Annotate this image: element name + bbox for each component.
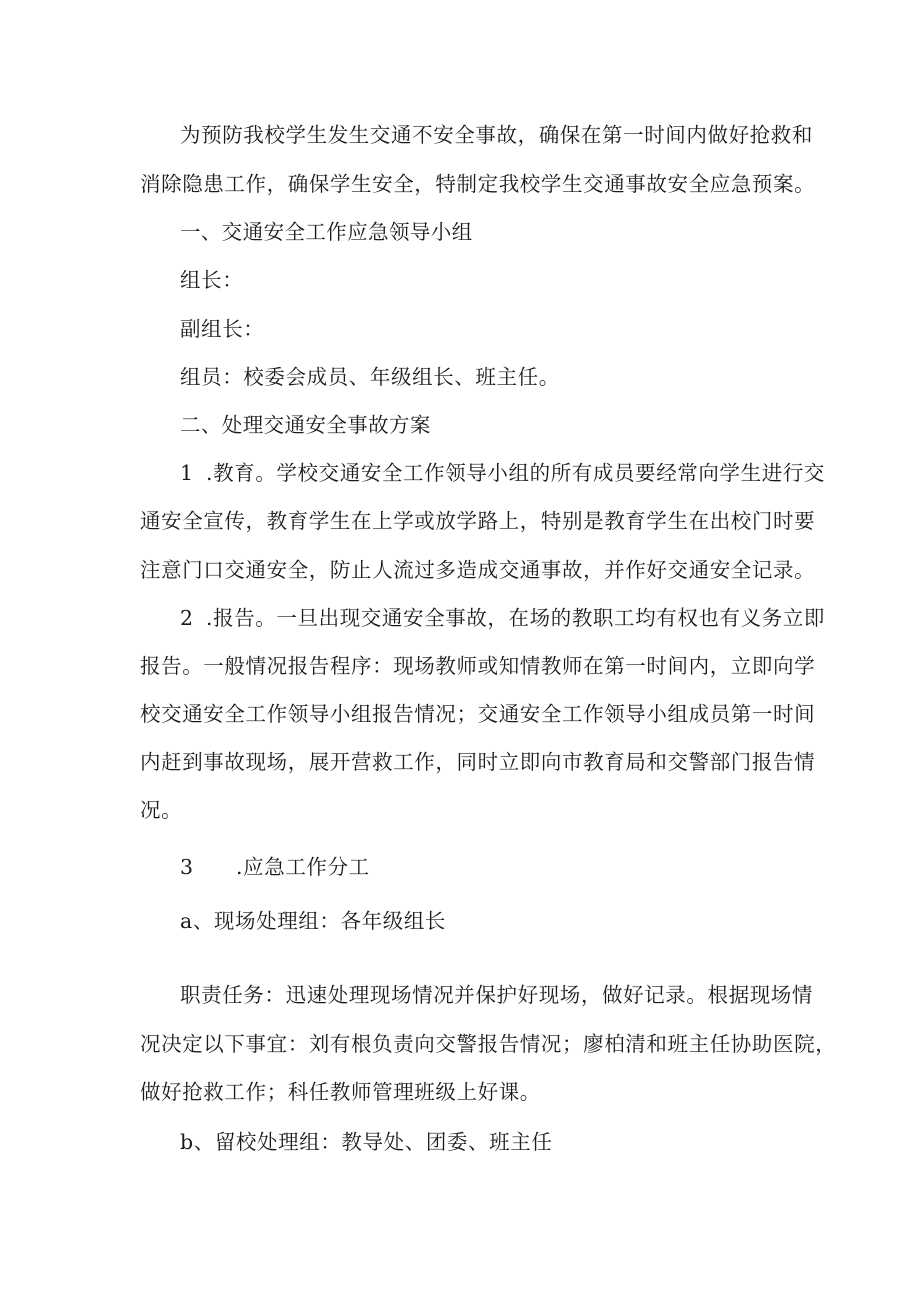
group-a-line: a、现场处理组：各年级组长 [180,909,447,933]
item-1-line-2: 通安全宣传，教育学生在上学或放学路上，特别是教育学生在出校门时要 [140,509,816,533]
item-1-text: .教育。学校交通安全工作领导小组的所有成员要经常向学生进行交 [206,461,826,485]
item-2-line-2: 报告。一般情况报告程序：现场教师或知情教师在第一时间内，立即向学 [140,654,816,678]
item-2-text: .报告。一旦出现交通安全事故，在场的教职工均有权也有义务立即 [206,606,826,630]
item-2-number: 2 [180,606,194,630]
members-line: 组员：校委会成员、年级组长、班主任。 [180,365,560,389]
intro-line-2: 消除隐患工作，确保学生安全，特制定我校学生交通事故安全应急预案。 [140,172,816,196]
item-3-line [180,853,370,881]
group-b-line: b、留校处理组：教导处、团委、班主任 [180,1130,553,1154]
section-1-heading: 一、交通安全工作应急领导小组 [180,220,473,244]
item-1-number: 1 [180,461,194,485]
intro-line-1: 为预防我校学生发生交通不安全事故，确保在第一时间内做好抢救和 [180,123,813,147]
duty-line-2: 况决定以下事宜：刘有根负责向交警报告情况；廖柏清和班主任协助医院， [140,1032,837,1056]
item-2-line-1 [180,604,825,632]
item-1-line-3: 注意门口交通安全，防止人流过多造成交通事故，并作好交通安全记录。 [140,558,816,582]
item-2-line-5: 况。 [140,798,183,822]
item-1-line-1 [180,459,825,487]
item-2-line-4: 内赶到事故现场，展开营救工作，同时立即向市教育局和交警部门报告情 [140,750,816,774]
leader-label: 组长： [180,268,244,292]
section-2-heading: 二、处理交通安全事故方案 [180,413,431,437]
item-3-label: .应急工作分工 [236,855,370,879]
deputy-leader-label: 副组长： [180,317,265,341]
item-2-line-3: 校交通安全工作领导小组报告情况；交通安全工作领导小组成员第一时间 [140,702,816,726]
item-3-number: 3 [180,855,194,879]
duty-line-3: 做好抢救工作；科任教师管理班级上好课。 [140,1080,541,1104]
duty-line-1: 职责任务：迅速处理现场情况并保护好现场，做好记录。根据现场情 [180,983,813,1007]
